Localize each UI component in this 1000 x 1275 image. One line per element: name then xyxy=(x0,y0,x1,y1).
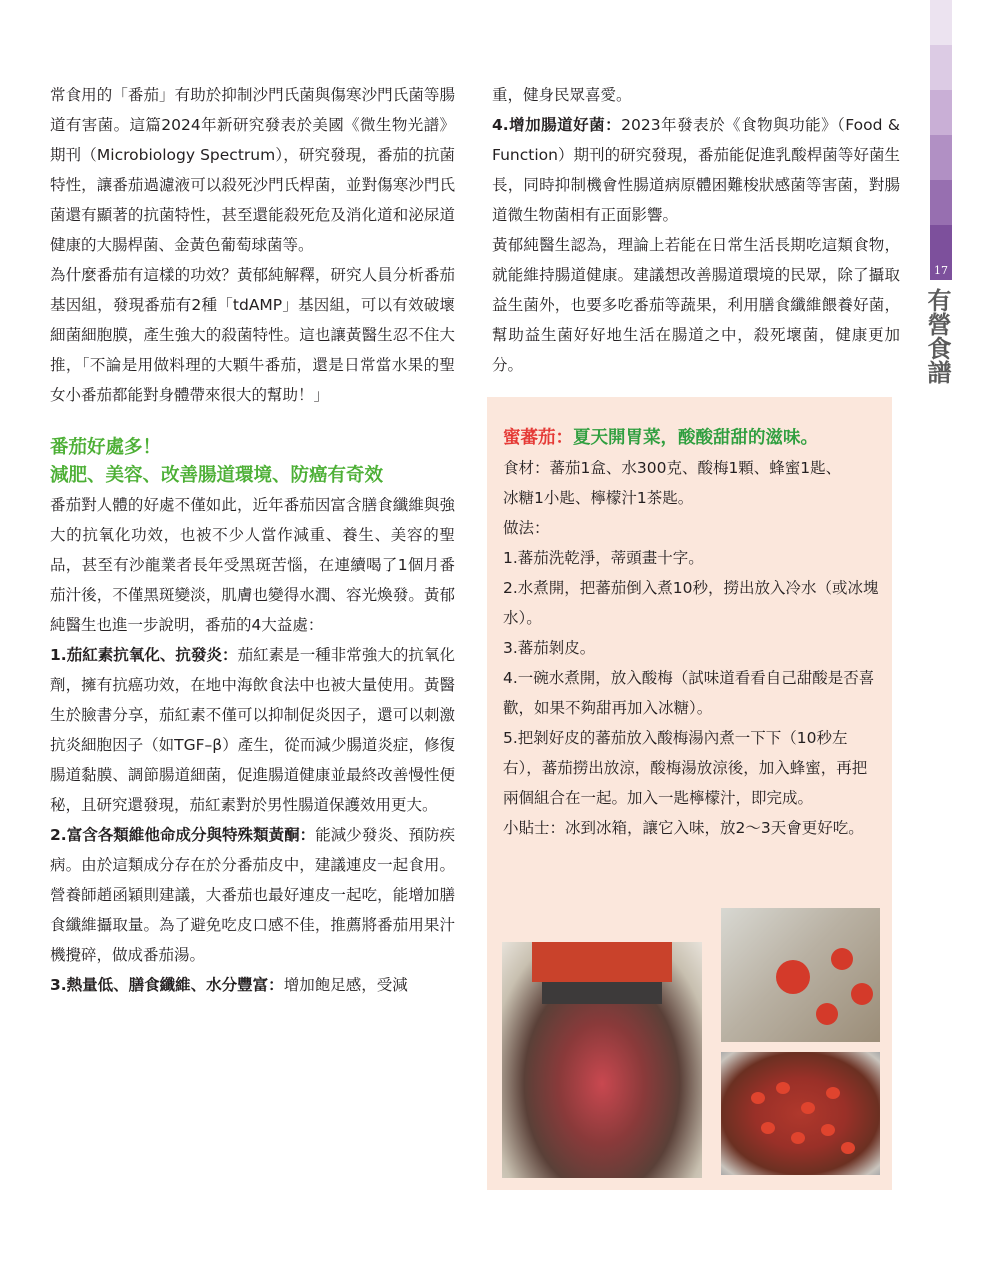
tomato-shape xyxy=(751,1092,765,1104)
recipe-tagline: 夏天開胃菜，酸酸甜甜的滋味。 xyxy=(573,428,818,448)
tomato-shape xyxy=(821,1124,835,1136)
benefit-item-2-title: 2.富含各類維他命成分與特殊類黃酮： xyxy=(50,826,316,844)
benefit-item-4-title: 4.增加腸道好菌： xyxy=(492,116,622,134)
article-left-column xyxy=(50,80,455,1000)
jar-lid xyxy=(532,942,672,982)
tomato-shape xyxy=(801,1102,815,1114)
benefit-item-3 xyxy=(50,970,455,1000)
photo-tomatoes-in-pot xyxy=(721,1052,880,1175)
recipe-step: 2.水煮開，把蕃茄倒入煮10秒，撈出放入冷水（或冰塊水）。 xyxy=(503,579,879,627)
recipe-step: 3.蕃茄剝皮。 xyxy=(503,639,596,657)
recipe-ingredients-line-2: 冰糖1小匙、檸檬汁1茶匙。 xyxy=(503,489,694,507)
tomato-shape xyxy=(841,1142,855,1154)
benefit-item-4-body: 2023年發表於《食物與功能》（Food & Function）期刊的研究發現，番茄能促進乳酸桿菌等好菌生長，同時抑制機會性腸道病原體困難梭狀感菌等害菌，對腸道微生物菌相有正面影響。 xyxy=(492,116,900,224)
benefit-item-3-body: 增加飽足感，受減 xyxy=(283,976,408,994)
tomato-shape xyxy=(851,983,873,1005)
benefit-item-2-body: 能減少發炎、預防疾病。由於這類成分存在於分番茄皮中，建議連皮一起食用。營養師趙函穎則建議，大番茄也最好連皮一起吃，能增加膳食纖維攝取量。為了避免吃皮口感不佳，推薦將番茄用果汁機攪碎，做成番茄湯。 xyxy=(50,826,455,964)
recipe-title xyxy=(503,423,881,453)
article-right-column xyxy=(492,80,900,380)
benefit-item-3-title: 3.熱量低、膳食纖維、水分豐富： xyxy=(50,976,284,994)
section-subheading-benefits: 減肥、美容、改善腸道環境、防癌有奇效 xyxy=(50,465,384,486)
tab-segment xyxy=(930,0,952,45)
benefit-item-4 xyxy=(492,110,900,230)
section-heading-benefits: 番茄好處多！ xyxy=(50,437,162,458)
jar-label xyxy=(542,982,662,1004)
recipe-ingredients-line-1: 食材：蕃茄1盒、水300克、酸梅1顆、蜂蜜1匙、 xyxy=(503,459,842,477)
recipe-method-label: 做法： xyxy=(503,519,550,537)
column-title: 有營食譜 xyxy=(923,288,952,384)
recipe-text xyxy=(503,423,881,843)
photo-tomato-jar xyxy=(502,942,702,1178)
tomato-shape xyxy=(816,1003,838,1025)
tab-segment xyxy=(930,135,952,180)
recipe-step: 1.蕃茄洗乾淨，蒂頭畫十字。 xyxy=(503,549,704,567)
tab-segment xyxy=(930,180,952,225)
benefit-item-1-body: 茄紅素是一種非常強大的抗氧化劑，擁有抗癌功效，在地中海飲食法中也被大量使用。黃醫生於臉書分享，茄紅素不僅可以抑制促炎因子，還可以刺激抗炎細胞因子（如TGF–β）產生，從而減少腸道炎症，修復腸道黏膜、調節腸道細菌，促進腸道健康並最終改善慢性便秘，且研究還發現，茄紅素對於男性腸道保護效用更大。 xyxy=(50,646,455,814)
tomato-shape xyxy=(791,1132,805,1144)
tomato-shape xyxy=(776,960,810,994)
benefit-item-2 xyxy=(50,820,455,970)
tab-segment xyxy=(930,45,952,90)
photo-peeled-tomato xyxy=(721,908,880,1042)
recipe-tip: 小貼士：冰到冰箱，讓它入味，放2～3天會更好吃。 xyxy=(503,819,864,837)
benefit-item-1 xyxy=(50,640,455,820)
tomato-shape xyxy=(826,1087,840,1099)
paragraph-conclusion: 黃郁純醫生認為，理論上若能在日常生活長期吃這類食物，就能維持腸道健康。建議想改善腸道環境的民眾，除了攝取益生菌外，也要多吃番茄等蔬果，利用膳食纖維餵養好菌，幫助益生菌好好地生活在腸道之中，殺死壞菌，健康更加分。 xyxy=(492,236,900,374)
tomato-shape xyxy=(776,1082,790,1094)
recipe-name: 蜜蕃茄： xyxy=(503,428,573,448)
tomato-shape xyxy=(761,1122,775,1134)
paragraph-continued: 重，健身民眾喜愛。 xyxy=(492,86,632,104)
recipe-step: 4.一碗水煮開，放入酸梅（試味道看看自己甜酸是否喜歡，如果不夠甜再加入冰糖）。 xyxy=(503,669,875,717)
tomato-shape xyxy=(831,948,853,970)
paragraph-benefits-intro: 番茄對人體的好處不僅如此，近年番茄因富含膳食纖維與強大的抗氧化功效，也被不少人當作減重、養生、美容的聖品，甚至有沙龍業者長年受黑斑苦惱，在連續喝了1個月番茄汁後，不僅黑斑變淡，肌膚也變得水潤、容光煥發。黃郁純醫生也進一步說明，番茄的4大益處： xyxy=(50,496,455,634)
paragraph-intro: 常食用的「番茄」有助於抑制沙門氏菌與傷寒沙門氏菌等腸道有害菌。這篇2024年新研究發表於美國《微生物光譜》期刊（Microbiology Spectrum），研究發現，番茄的抗菌特性，讓番茄過濾液可以殺死沙門氏桿菌，並對傷寒沙門氏菌還有顯著的抗菌特性，甚至還能殺死危及消化道和泌尿道健康的大腸桿菌、金黃色葡萄球菌等。 xyxy=(50,86,455,254)
page-number: 17 xyxy=(930,262,952,280)
side-color-tab xyxy=(930,0,952,270)
paragraph-explanation: 為什麼番茄有這樣的功效？黃郁純解釋，研究人員分析番茄基因組，發現番茄有2種「tdAMP」基因組，可以有效破壞細菌細胞膜，產生強大的殺菌特性。這也讓黃醫生忍不住大推，「不論是用做料理的大顆牛番茄，還是日常當水果的聖女小番茄都能對身體帶來很大的幫助！」 xyxy=(50,266,455,404)
recipe-step: 5.把剝好皮的蕃茄放入酸梅湯內煮一下下（10秒左右），蕃茄撈出放涼，酸梅湯放涼後，加入蜂蜜，再把兩個組合在一起。加入一匙檸檬汁，即完成。 xyxy=(503,729,868,807)
benefit-item-1-title: 1.茄紅素抗氧化、抗發炎： xyxy=(50,646,238,664)
tab-segment xyxy=(930,90,952,135)
